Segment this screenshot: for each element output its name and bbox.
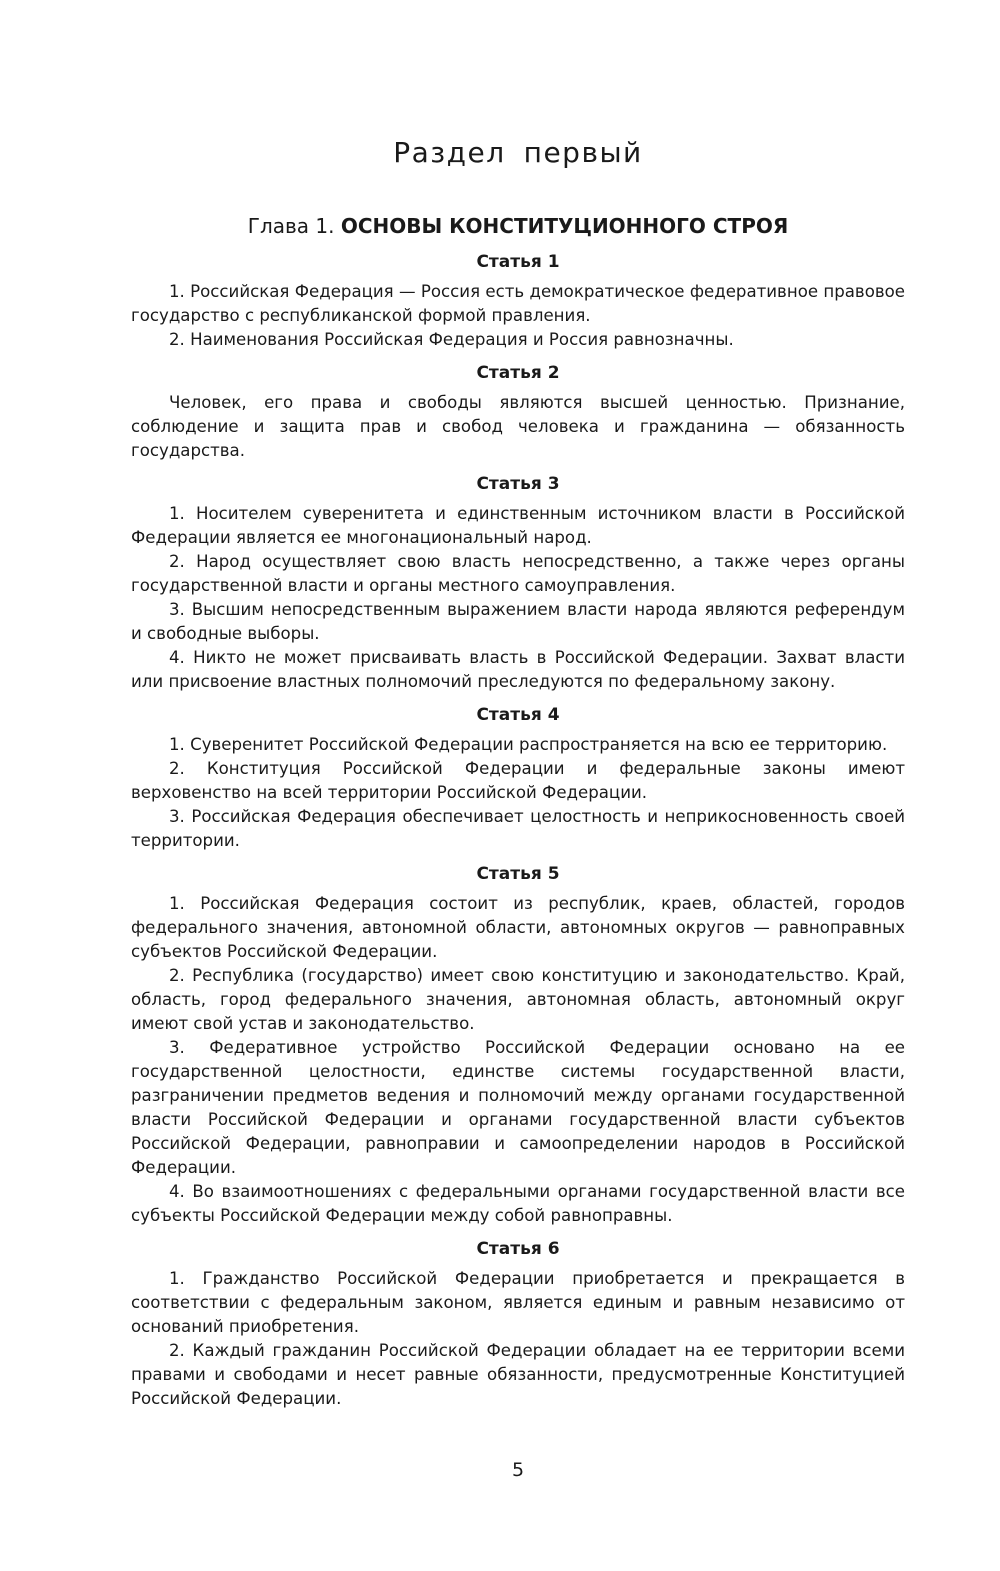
article-6 <box>131 1237 905 1411</box>
article-title: Статья 2 <box>476 363 560 383</box>
document-page <box>131 0 905 1571</box>
chapter-heading <box>131 214 905 238</box>
article-paragraph: 2. Народ осуществляет свою власть непосредственно, а также через органы государственной власти и органы местного самоуправления. <box>131 552 905 595</box>
article-paragraph: 4. Во взаимоотношениях с федеральными органами государственной власти все субъекты Российской Федерации между собой равноправны. <box>131 1182 905 1225</box>
article-title: Статья 4 <box>476 705 560 725</box>
article-title: Статья 1 <box>476 252 560 272</box>
article-4 <box>131 703 905 853</box>
article-paragraph: 1. Российская Федерация состоит из республик, краев, областей, городов федерального значения, автономной области, автономных округов — равноправных субъектов Российской Федерации. <box>131 894 905 961</box>
article-paragraph: 2. Конституция Российской Федерации и федеральные законы имеют верховенство на всей территории Российской Федерации. <box>131 759 905 802</box>
article-paragraph: Человек, его права и свободы являются высшей ценностью. Признание, соблюдение и защита прав и свобод человека и гражданина — обязанность государства. <box>131 393 905 460</box>
article-paragraph: 1. Российская Федерация — Россия есть демократическое федеративное правовое государство с республиканской формой правления. <box>131 282 905 325</box>
article-paragraph: 3. Федеративное устройство Российской Федерации основано на ее государственной целостности, единстве системы государственной власти, разграничении предметов ведения и полномочий между органами государственной власти Российской Федерации и органами государственной власти субъектов Российской Федерации, равноправии и самоопределении народов в Российской Федерации. <box>131 1038 905 1177</box>
section-title-word-2: первый <box>523 136 643 169</box>
section-title <box>131 136 905 169</box>
article-5 <box>131 862 905 1228</box>
chapter-name: ОСНОВЫ КОНСТИТУЦИОННОГО СТРОЯ <box>340 214 789 238</box>
page-number: 5 <box>511 1459 525 1481</box>
chapter-prefix: Глава 1. <box>247 214 335 238</box>
articles-body <box>131 250 905 1420</box>
article-paragraph: 2. Республика (государство) имеет свою конституцию и законодательство. Край, область, город федерального значения, автономная область, автономный округ имеют свой устав и законодательство. <box>131 966 905 1033</box>
article-paragraph: 4. Никто не может присваивать власть в Российской Федерации. Захват власти или присвоение властных полномочий преследуются по федеральному закону. <box>131 648 905 691</box>
article-title: Статья 3 <box>476 474 560 494</box>
section-title-word-1: Раздел <box>393 136 506 169</box>
article-1 <box>131 250 905 352</box>
article-paragraph: 3. Высшим непосредственным выражением власти народа являются референдум и свободные выборы. <box>131 600 905 643</box>
article-paragraph: 1. Гражданство Российской Федерации приобретается и прекращается в соответствии с федеральным законом, является единым и равным независимо от оснований приобретения. <box>131 1269 905 1336</box>
article-title: Статья 6 <box>476 1239 560 1259</box>
article-paragraph: 2. Каждый гражданин Российской Федерации обладает на ее территории всеми правами и свободами и несет равные обязанности, предусмотренные Конституцией Российской Федерации. <box>131 1341 905 1408</box>
article-paragraph: 1. Суверенитет Российской Федерации распространяется на всю ее территорию. <box>169 735 888 754</box>
article-paragraph: 3. Российская Федерация обеспечивает целостность и неприкосновенность своей территории. <box>131 807 905 850</box>
article-title: Статья 5 <box>476 864 560 884</box>
article-paragraph: 2. Наименования Российская Федерация и Россия равнозначны. <box>169 330 734 349</box>
article-2 <box>131 361 905 463</box>
article-3 <box>131 472 905 694</box>
article-paragraph: 1. Носителем суверенитета и единственным источником власти в Российской Федерации является ее многонациональный народ. <box>131 504 905 547</box>
